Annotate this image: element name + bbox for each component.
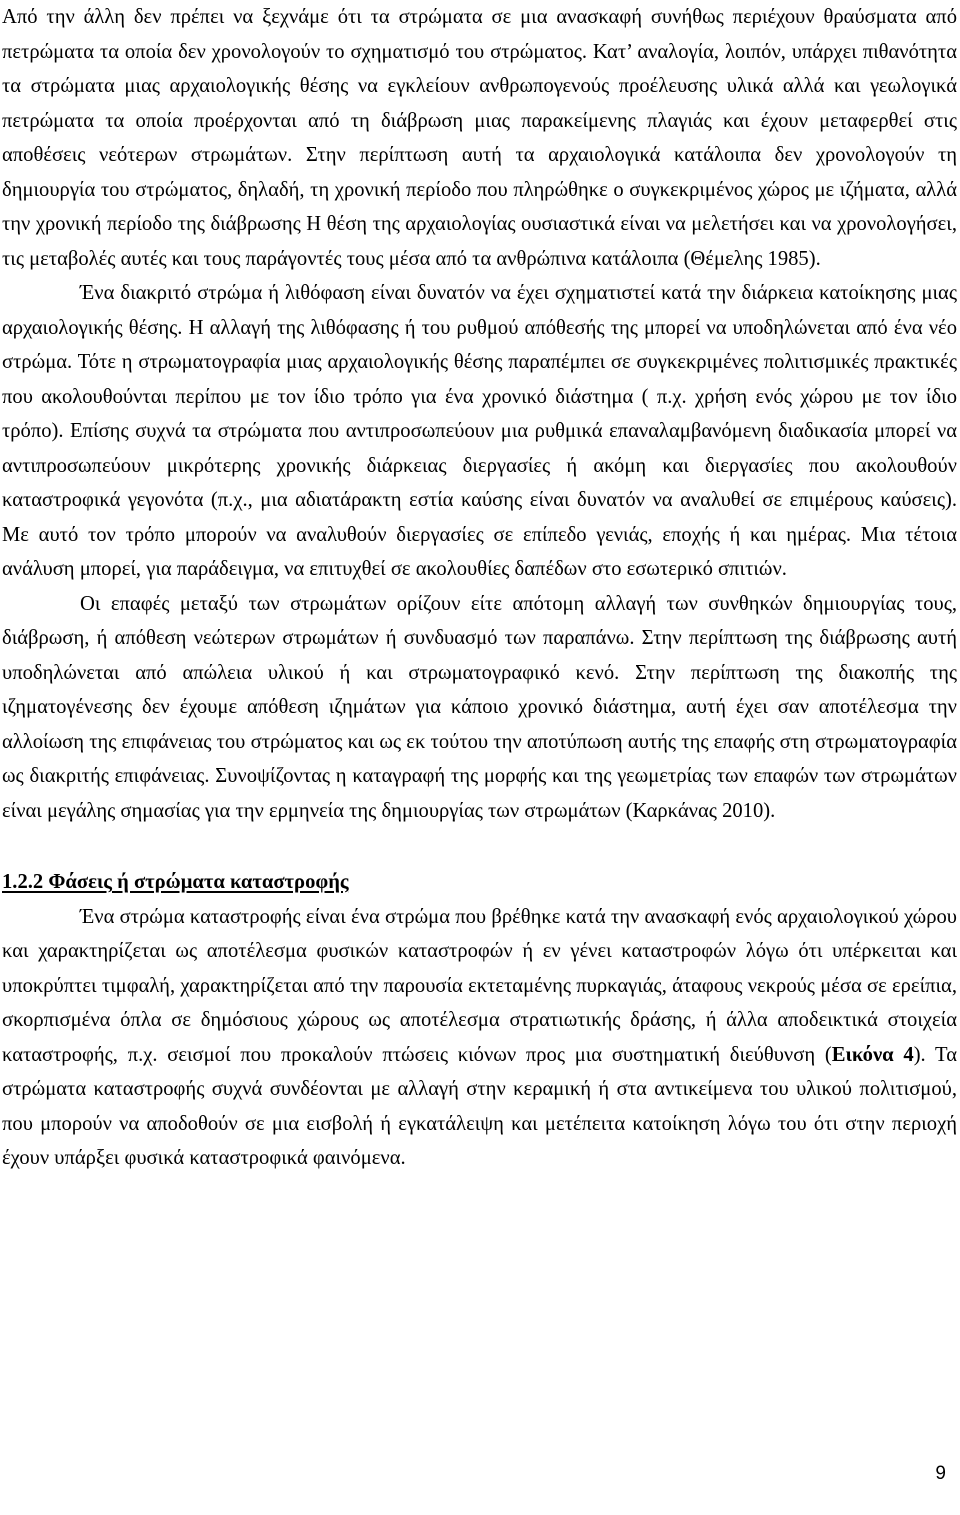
paragraph-destruction-layers — [2, 900, 957, 1176]
page-number: 9 — [935, 1463, 946, 1484]
paragraph-stratum-lithofacies: Ένα διακριτό στρώμα ή λιθόφαση είναι δυνατόν να έχει σχηματιστεί κατά την διάρκεια κατοίκησης μιας αρχαιολογικής θέσης. Η αλλαγή της λιθόφασης ή του ρυθμού απόθεσής της μπορεί να υποδηλώνεται από ένα νέο στρώμα. Τότε η στρωματογραφία μιας αρχαιολογικής θέσης παραπέμπει σε συγκεκριμένες πολιτισμικές πρακτικές που ακολουθούνται περίπου με τον ίδιο τρόπο για ένα χρονικό διάστημα ( π.χ. χρήση ενός χώρου με τον ίδιο τρόπο). Επίσης συχνά τα στρώματα που αντιπροσωπεύουν μια ρυθμικά επαναλαμβανόμενη διαδικασία μπορεί να αντιπροσωπεύουν μικρότερης χρονικής διάρκειας διεργασίες ή ακόμη και διεργασίες που ακολουθούν καταστροφικά γεγονότα (π.χ., μια αδιατάρακτη εστία καύσης είναι δυνατόν να αναλυθεί σε επιμέρους καύσεις). Με αυτό τον τρόπο μπορούν να αναλυθούν διεργασίες σε επίπεδο γενιάς, εποχής ή και ημέρας. Μια τέτοια ανάλυση μπορεί, για παράδειγμα, να επιτυχθεί σε ακολουθίες δαπέδων στο εσωτερικό σπιτιών. — [2, 282, 957, 580]
figure-reference: Εικόνα 4 — [831, 1043, 914, 1066]
paragraph-continuation: Από την άλλη δεν πρέπει να ξεχνάμε ότι τα στρώματα σε μια ανασκαφή συνήθως περιέχουν θραύσματα από πετρώματα τα οποία δεν χρονολογούν το σχηματισμό του στρώματος. Κατ’ αναλογία, λοιπόν, υπάρχει πιθανότητα τα στρώματα μιας αρχαιολογικής θέσης να εγκλείουν ανθρωπογενούς προέλευσης υλικά αλλά και γεωλογικά πετρώματα τα οποία προέρχονται από τη διάβρωση μιας παρακείμενης πλαγιάς και έχουν μεταφερθεί στις αποθέσεις νεότερων στρωμάτων. Στην περίπτωση αυτή τα αρχαιολογικά κατάλοιπα δεν χρονολογούν τη δημιουργία του στρώματος, δηλαδή, τη χρονική περίοδο που πληρώθηκε ο συγκεκριμένος χώρος με ιζήματα, αλλά την χρονική περίοδο της διάβρωσης Η θέση της αρχαιολογίας ουσιαστικά είναι να μελετήσει και να χρονολογήσει, τις μεταβολές αυτές και τους παράγοντές τους μέσα από τα ανθρώπινα κατάλοιπα (Θέμελης 1985). — [2, 6, 957, 270]
paragraph-destruction-end: ). Τα στρώματα καταστροφής συχνά συνδέονται με αλλαγή στην κεραμική ή στα αντικείμενα του υλικού πολιτισμού, που μπορούν να αποδοθούν σε μια εισβολή ή εγκατάλειψη και μετέπειτα κατοίκηση λόγω του ότι στην περιοχή έχουν υπάρξει φυσικά καταστροφικά φαινόμενα. — [2, 1043, 958, 1169]
paragraph-destruction-start: Ένα στρώμα καταστροφής είναι ένα στρώμα που βρέθηκε κατά την ανασκαφή ενός αρχαιολογικού χώρου και χαρακτηρίζεται ως αποτέλεσμα φυσικών καταστροφών ή εν γένει καταστροφών λόγω ότι υπέρκειται και υποκρύπτει τιμφαλή, χαρακτηρίζεται από την παρουσία εκτεταμένης πυρκαγιάς, άταφους νεκρούς μέσα σε ερείπια, σκορπισμένα όπλα σε δημόσιους χώρους ως αποτέλεσμα στρατιωτικής δράσης, ή άλλα αποδεικτικά στοιχεία καταστροφής, π.χ. σεισμοί που προκαλούν πτώσεις κιόνων προς μια συστηματική διεύθυνση ( — [2, 905, 957, 1066]
paragraph-stratum-contacts: Οι επαφές μεταξύ των στρωμάτων ορίζουν είτε απότομη αλλαγή των συνθηκών δημιουργίας τους, διάβρωση, ή απόθεση νεώτερων στρωμάτων ή συνδυασμό των παραπάνω. Στην περίπτωση της διάβρωσης αυτή υποδηλώνεται από απώλεια υλικού ή και στρωματογραφικό κενό. Στην περίπτωση της διακοπής της ιζηματογένεσης δεν έχουμε απόθεση ιζημάτων για κάποιο χρονικό διάστημα, αυτή έχει σαν αποτέλεσμα την αλλοίωση της επιφάνειας του στρώματος και ως εκ τούτου την αποτύπωση αυτής της επαφής στη στρωματογραφία ως διακριτής επιφάνειας. Συνοψίζοντας η καταγραφή της μορφής και της γεωμετρίας των επαφών των στρωμάτων είναι μεγάλης σημασίας για την ερμηνεία της δημιουργίας των στρωμάτων (Καρκάνας 2010). — [2, 592, 957, 822]
document-body — [2, 0, 957, 1176]
section-heading: 1.2.2 Φάσεις ή στρώματα καταστροφής — [2, 871, 349, 893]
